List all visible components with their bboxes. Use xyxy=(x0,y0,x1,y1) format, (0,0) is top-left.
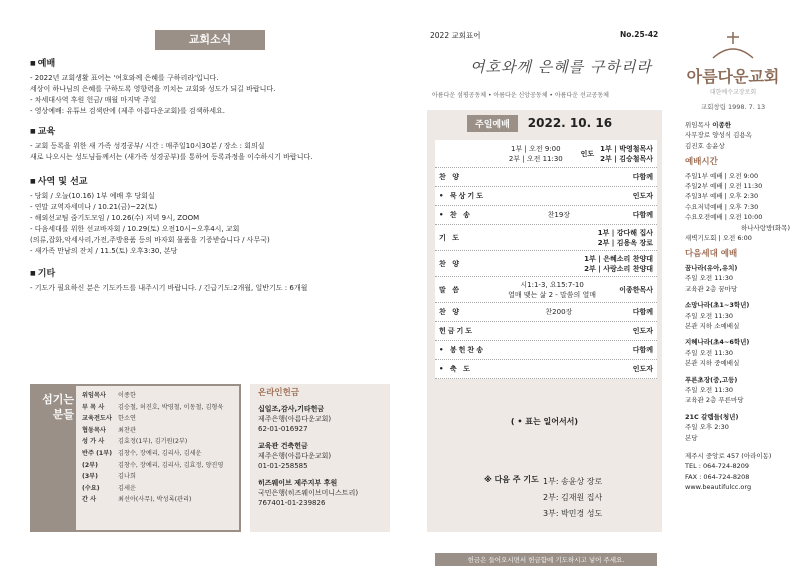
worship-detail: 1부 | 오전 9:00 2부 | 오전 11:30 xyxy=(508,144,563,163)
news-line: - 교회 등록을 위한 새 가족 성경공부/ 시간 : 매주일10시30분 / 장소 : 회의실 xyxy=(30,142,265,150)
group-detail: 주일 오전 11:30 xyxy=(685,348,733,357)
worship-person: 1부 | 강다해 집사 2부 | 김용옥 장로 xyxy=(597,228,653,247)
greeter-names: 김승철, 허진호, 박영철, 이동철, 김형욱 xyxy=(118,403,224,411)
section-title: ■ 기타 xyxy=(30,268,307,280)
account-bank: 국민은행(히즈웨이브미니스트리) xyxy=(258,489,359,497)
account-name: 교육관 건축헌금 xyxy=(258,442,308,450)
greeter-names: 김나희 xyxy=(118,473,136,481)
group-name: 꿈나라(유아,유치) xyxy=(685,263,738,272)
service-time: 주일2부 예배 | 오전 11:30 xyxy=(685,182,763,191)
worship-item: • 축 도 xyxy=(439,365,472,373)
greeter-role: (2부) xyxy=(82,461,98,469)
greeter-row xyxy=(82,483,235,495)
worship-detail: 찬19장 xyxy=(547,211,571,219)
issue-number: No.25-42 xyxy=(620,30,659,39)
account-number: 767401-01-239826 xyxy=(258,499,326,507)
greeter-row xyxy=(82,413,235,425)
contact-info xyxy=(685,451,790,493)
worship-item: 헌금기도 xyxy=(439,327,475,335)
prayer-leader: 2부: 김재원 집사 xyxy=(543,493,603,502)
church-brand xyxy=(683,30,783,111)
online-offering-panel xyxy=(250,384,390,532)
next-gen-item xyxy=(685,375,790,406)
greeter-row xyxy=(82,425,235,437)
news-line: - 2022년 교회생활 표어는 '여호와께 은혜를 구하리라'입니다. xyxy=(30,74,219,82)
greeter-names: 이종한 xyxy=(118,392,136,399)
worship-row xyxy=(435,206,657,225)
prayer-leader: 3부: 박민경 성도 xyxy=(543,509,603,518)
greeter-row xyxy=(82,460,235,472)
account-name: 히즈웨이브 제주지부 후원 xyxy=(258,479,338,487)
worship-person: 이종한목사 xyxy=(619,285,653,294)
news-line: - 기도가 필요하신 분은 기도카드를 내주시기 바랍니다. / 긴급기도:2개월, 일반기도 : 6개월 xyxy=(30,284,308,292)
year-motto-label: 2022 교회표어 xyxy=(430,31,481,40)
fax: FAX : 064-724-8208 xyxy=(685,472,750,481)
offering-account xyxy=(258,404,382,434)
worship-date: 2022. 10. 16 xyxy=(527,116,613,130)
worship-item: • 묵상기도 xyxy=(439,192,485,200)
staff-label: 사무장로 xyxy=(685,131,711,140)
worship-detail: 시1:1-3, 요15:7-10 열매 맺는 삶 2 - 말씀의 열매 xyxy=(508,280,597,299)
worship-item: • 찬 송 xyxy=(439,211,472,219)
account-number: 62-01-016927 xyxy=(258,425,308,433)
greeter-names: 김창수, 장예리, 김리사, 김효정, 양진영 xyxy=(118,461,224,469)
section-ministry xyxy=(30,176,270,257)
worship-header xyxy=(467,114,627,132)
service-time: 주일1부 예배 | 오전 9:00 xyxy=(685,171,759,180)
worship-row xyxy=(435,303,657,322)
greeter-role: 협동목사 xyxy=(82,426,106,434)
group-detail: 주일 오전 11:30 xyxy=(685,311,733,320)
worship-order xyxy=(435,140,657,379)
phone: TEL : 064-724-8209 xyxy=(685,462,750,471)
next-gen-item xyxy=(685,300,790,331)
group-detail: 교육관 2층 꿈마당 xyxy=(685,284,738,293)
greeter-role: 부 목 사 xyxy=(82,403,105,411)
worship-person: 인도자 xyxy=(632,192,653,200)
greeter-names: 최선아(사무), 박성록(관리) xyxy=(118,496,192,504)
account-bank: 제주은행(아름다운교회) xyxy=(258,452,332,460)
communities-line: 아름다운 섬평공동체 • 아름다운 신앙공동체 • 아름다운 선교공동체 xyxy=(432,92,609,99)
worship-row xyxy=(435,251,657,277)
news-line: - 영상예배: 유튜브 검색란에 (제주 아름다운교회)를 검색하세요. xyxy=(30,107,225,115)
worship-person: 1부 | 은혜소리 찬양대 2부 | 사랑소리 찬양대 xyxy=(584,254,653,273)
greeter-row xyxy=(82,402,235,414)
greeter-role: 간 사 xyxy=(82,496,97,504)
service-time: 하나사랑방(화목) xyxy=(740,223,790,232)
service-time: 수요오전예배 | 오전 10:00 xyxy=(685,213,763,222)
greeter-row xyxy=(82,494,235,506)
offering-banner: 헌금은 들어오시면서 헌금함에 기도하시고 넣어 주세요. xyxy=(435,553,657,566)
worship-row xyxy=(435,341,657,360)
online-title: 온라인헌금 xyxy=(258,388,300,398)
worship-person: 1부 | 박영철목사 2부 | 김승철목사 xyxy=(600,144,653,163)
worship-row xyxy=(435,225,657,251)
service-time: 새벽기도회 | 오전 6:00 xyxy=(685,234,752,243)
service-time: 수요저녁예배 | 오후 7:30 xyxy=(685,202,759,211)
news-line: - 새가족 만남의 잔치 / 11.5(토) 오후3:30, 본당 xyxy=(30,247,178,255)
group-detail: 본관 지하 소예배실 xyxy=(685,321,740,330)
section-title: ■ 사역 및 선교 xyxy=(30,176,270,188)
section-etc xyxy=(30,268,307,294)
greeter-role: 반주 (1부) xyxy=(82,449,113,457)
offering-account xyxy=(258,478,382,508)
worship-person: 인도자 xyxy=(632,327,653,335)
greeter-names: 최찬관 xyxy=(118,426,136,434)
worship-row xyxy=(435,360,657,379)
worship-row xyxy=(435,322,657,341)
section-education xyxy=(30,126,312,163)
group-detail: 주일 오전 11:30 xyxy=(685,274,733,283)
account-number: 01-01-258585 xyxy=(258,462,308,470)
worship-row xyxy=(435,140,657,168)
next-gen-list xyxy=(685,263,790,443)
staff-value: 이종한 xyxy=(712,121,732,129)
next-week-prayer-label: ※ 다음 주 기도 xyxy=(484,475,539,484)
section-title: ■ 교육 xyxy=(30,126,312,138)
group-detail: 본당 xyxy=(685,433,698,442)
greeters-title: 섬기는 분들 xyxy=(42,393,74,421)
next-gen-title: 다음세대 예배 xyxy=(685,249,738,260)
worship-item: 말 씀 xyxy=(439,285,461,294)
section-title: ■ 예배 xyxy=(30,58,275,70)
denomination: 대한예수교장로회 xyxy=(709,89,757,96)
news-line: - 다음세대를 위한 선교바자회 / 10.29(토) 오전10시~오후4시, 교회 xyxy=(30,225,240,233)
greeter-row xyxy=(82,390,235,402)
address: 제주시 중앙로 457 (아라이동) xyxy=(685,451,772,460)
service-times xyxy=(685,171,790,244)
staff-label: 위임목사 xyxy=(685,121,711,129)
worship-person: 다함께 xyxy=(632,173,653,181)
established-date: 교회창립 1998. 7. 13 xyxy=(700,103,766,111)
news-title: 교회소식 xyxy=(155,30,265,50)
greeter-names: 김세운 xyxy=(118,484,136,492)
worship-item: • 봉헌찬송 xyxy=(439,346,485,354)
website-link[interactable]: www.beautifulcc.org xyxy=(685,483,752,492)
worship-row xyxy=(435,277,657,303)
greeter-names: 김효정(1부), 김기원(2부) xyxy=(118,438,188,446)
greeters-panel xyxy=(30,384,241,532)
group-name: 지혜나라(초4~6학년) xyxy=(685,338,750,347)
greeter-row xyxy=(82,448,235,460)
greeter-role: (수요) xyxy=(82,484,100,492)
worship-item: 찬 양 xyxy=(439,308,461,316)
worship-person: 다함께 xyxy=(632,308,653,316)
account-name: 십일조,감사,기타헌금 xyxy=(258,405,325,413)
offering-account xyxy=(258,441,382,471)
greeter-row xyxy=(82,436,235,448)
greeter-role: (3부) xyxy=(82,473,98,481)
church-name: 아름다운교회 xyxy=(686,67,780,86)
worship-row xyxy=(435,168,657,187)
worship-row xyxy=(435,187,657,206)
greeter-row xyxy=(82,471,235,483)
news-line: - 해외선교팀 줌기도모임 / 10.26(수) 저녁 9시, ZOOM xyxy=(30,214,200,222)
group-detail: 주일 오전 11:30 xyxy=(685,385,733,394)
news-line: - 당회 / 오늘(10.16) 1부 예배 후 당회실 xyxy=(30,192,155,200)
worship-mid: 인도 xyxy=(580,149,595,158)
prayer-leader: 1부: 송윤상 장로 xyxy=(543,477,603,486)
next-gen-item xyxy=(685,412,790,443)
greeter-role: 교육전도사 xyxy=(82,415,112,423)
worship-label: 주일예배 xyxy=(467,115,518,132)
group-name: 소망나라(초1~3학년) xyxy=(685,301,750,310)
group-detail: 교육관 2층 푸른마당 xyxy=(685,396,744,405)
worship-person: 다함께 xyxy=(632,211,653,219)
greeter-role: 성 가 사 xyxy=(82,438,105,446)
worship-item: 찬 양 xyxy=(439,259,461,268)
service-time: 주일3부 예배 | 오후 2:30 xyxy=(685,192,759,201)
worship-item: 기 도 xyxy=(439,233,461,242)
church-logo-icon xyxy=(703,30,763,60)
greeter-role: 위임목사 xyxy=(82,392,106,399)
news-line: 세상이 하나님의 은혜를 구하도록 영향력을 끼치는 교회와 성도가 되길 바랍니다. xyxy=(30,85,276,93)
staff-list xyxy=(685,120,790,151)
greeters-list xyxy=(76,386,239,530)
section-worship xyxy=(30,58,275,117)
group-detail: 본관 지하 중예배실 xyxy=(685,359,740,368)
standing-note: ( • 표는 일어서서) xyxy=(510,417,579,426)
motto-calligraphy: 여호와께 은혜를 구하리라 xyxy=(470,58,652,76)
news-line: (의류,잡화,악세사리,가전,주방용품 등의 바자회 물품을 기증받습니다 / 사무국) xyxy=(30,236,270,244)
worship-person: 인도자 xyxy=(632,365,653,373)
worship-person: 다함께 xyxy=(632,346,653,354)
group-detail: 주일 오후 2:30 xyxy=(685,423,729,432)
greeter-names: 한소연 xyxy=(118,415,136,423)
church-info xyxy=(685,120,790,499)
worship-item: 찬 양 xyxy=(439,173,461,181)
news-line: 새로 나오시는 성도님들께서는 (새가족 성경공부)를 통하여 등록과정을 이수하시기 바랍니다. xyxy=(30,153,313,161)
news-line: - 연말 교역자세미나 / 10.21(금)~22(토) xyxy=(30,203,158,211)
next-gen-item xyxy=(685,263,790,294)
account-bank: 제주은행(아름다운교회) xyxy=(258,415,332,423)
times-title: 예배시간 xyxy=(685,157,718,168)
group-name: 21C 갈렙들(청년) xyxy=(685,412,739,421)
worship-detail: 찬200장 xyxy=(545,308,573,316)
next-gen-item xyxy=(685,337,790,368)
group-name: 푸른초장(중,고등) xyxy=(685,375,738,384)
next-week-prayer-list xyxy=(543,474,602,522)
worship-panel xyxy=(427,110,662,564)
greeter-names: 김창수, 장예리, 김리사, 김세운 xyxy=(118,449,202,457)
news-line: - 차세대사역 후원 헌금/ 매월 마지막 주일 xyxy=(30,96,157,104)
staff-value: 양성식 김용옥 김진호 송윤상 xyxy=(685,131,752,150)
